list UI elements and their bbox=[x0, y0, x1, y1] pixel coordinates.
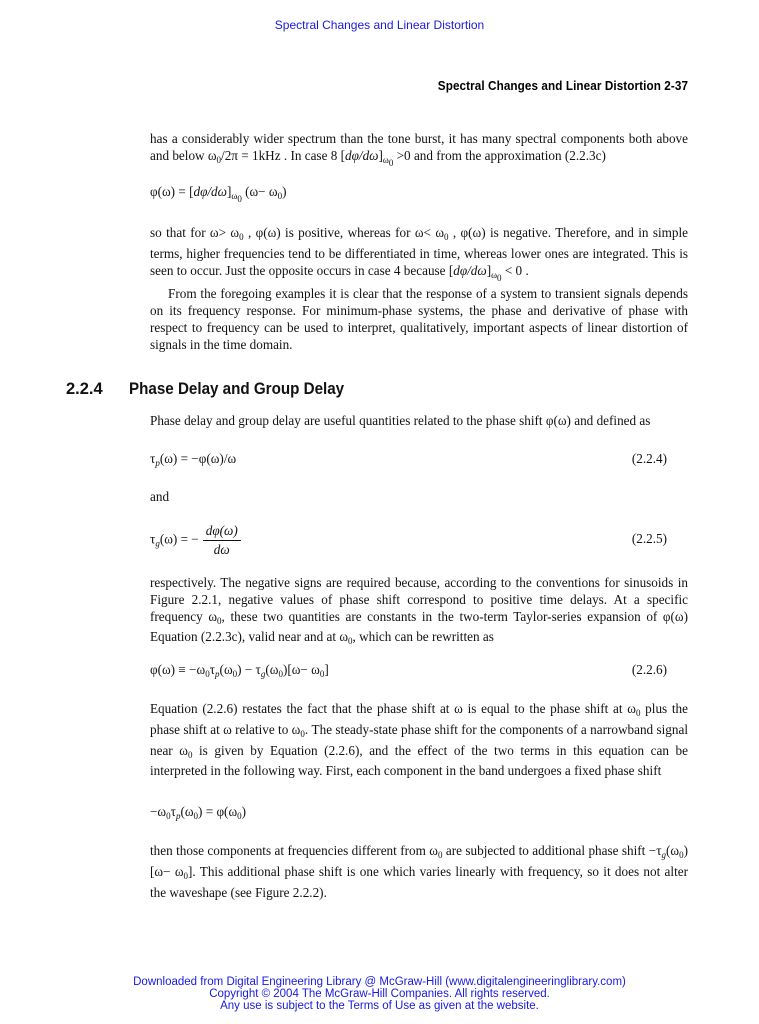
paragraph-then: then those components at frequencies different from $\omega_0$ are subjected to additional phase shift $-\tau_g(\omega_0)[\omega- \omega_0]$. This additional phase shift is one which varies linearly with frequency, so it does not alter the waveshape (see Figure 2.2.2). bbox=[150, 843, 688, 900]
paragraph-restates: Equation (2.2.6) restates the fact that the phase shift at ω is equal to the phase shift at $\omega_0$ plus the phase shift at ω relative to $\omega_0$. The steady-state phase shift for the components of a narrowband signal near $\omega_0$ is given by Equation (2.2.6), and the effect of the two terms in this equation can be interpreted in the following way. First, each component in the band undergoes a fixed phase shift bbox=[150, 701, 689, 779]
paragraph-foregoing: From the foregoing examples it is clear that the response of a system to transient signals depends on its frequency response. For minimum-phase systems, the phase and derivative of phase with respect to frequency can be used to interpret, qualitatively, important aspects of linear distortion of signals in the time domain. bbox=[150, 286, 688, 352]
footer-copyright: Copyright © 2004 The McGraw-Hill Companies. All rights reserved. bbox=[209, 988, 550, 1000]
footer bbox=[0, 976, 759, 1012]
section-title: Phase Delay and Group Delay bbox=[129, 380, 345, 398]
running-head: Spectral Changes and Linear Distortion 2-37 bbox=[437, 78, 688, 93]
paragraph-differentiation: so that for $\omega> \omega_0$ , φ(ω) is positive, whereas for $\omega< \omega_0$ , φ(ω) is negative. Therefore, and in simple terms, higher frequencies tend to be differentiated in time, whereas lower ones are integrated. This is seen to occur. Just the opposite occurs in case 4 because $[d\varphi/d\omega]_{\omega_0} < 0$ . From the foregoing examples it is clear that the response of a system to transient signals depends on its frequency response. For minimum-phase systems, the phase and derivative of phase with respect to frequency can be used to interpret, qualitatively, important aspects of linear distortion of signals in the time domain. bbox=[150, 225, 688, 352]
paragraph-definition: Phase delay and group delay are useful quantities related to the phase shift φ(ω) and defined as bbox=[150, 413, 651, 428]
word-and: and bbox=[150, 489, 170, 504]
equation-group-delay: $\tau_g(\omega)$ = − $\frac{d\varphi(\omega)}{d\omega}$ bbox=[150, 523, 241, 558]
top-title-link[interactable]: Spectral Changes and Linear Distortion bbox=[274, 18, 485, 32]
equation-phase-delay: $\tau_p(\omega) = -\varphi(\omega)/\omega$ bbox=[150, 451, 237, 468]
equation-fixed-shift: $-\omega_0\tau_p(\omega_0) = \varphi(\omega_0)$ bbox=[150, 804, 247, 821]
equation-approximation: $\varphi(\omega) = [d\varphi/d\omega]_{\omega_0}$ $(\omega- \omega_0)$ bbox=[150, 184, 287, 204]
equation-number-2-2-6: (2.2.6) bbox=[631, 662, 667, 677]
footer-download-link[interactable]: Downloaded from Digital Engineering Library @ McGraw-Hill (www.digitalengineeringlibrary.com) bbox=[133, 976, 626, 988]
paragraph-intro: has a considerably wider spectrum than the tone burst, it has many spectral components both above and below $\omega_0/2\pi = 1kHz$ . In case 8 $[d\varphi/d\omega]_{\omega_0} >0$ and from the approximation (2.2.3c) bbox=[150, 131, 688, 168]
equation-number-2-2-4: (2.2.4) bbox=[631, 451, 667, 466]
section-number: 2.2.4 bbox=[66, 380, 103, 398]
equation-number-2-2-5: (2.2.5) bbox=[631, 531, 667, 546]
paragraph-respectively: respectively. The negative signs are required because, according to the conventions for sinusoids in Figure 2.2.1, negative values of phase shift correspond to positive time delays. At a specific frequency $\omega_0$, these two quantities are constants in the two-term Taylor-series expansion of φ(ω) Equation (2.2.3c), valid near and at $\omega_0$, which can be rewritten as bbox=[150, 575, 688, 647]
equation-expansion: $\varphi(\omega) \equiv -\omega_0\tau_p(\omega_0) - \tau_g(\omega_0)[\omega- \omega_0]$ bbox=[150, 662, 329, 679]
footer-terms: Any use is subject to the Terms of Use as given at the website. bbox=[220, 1000, 539, 1012]
